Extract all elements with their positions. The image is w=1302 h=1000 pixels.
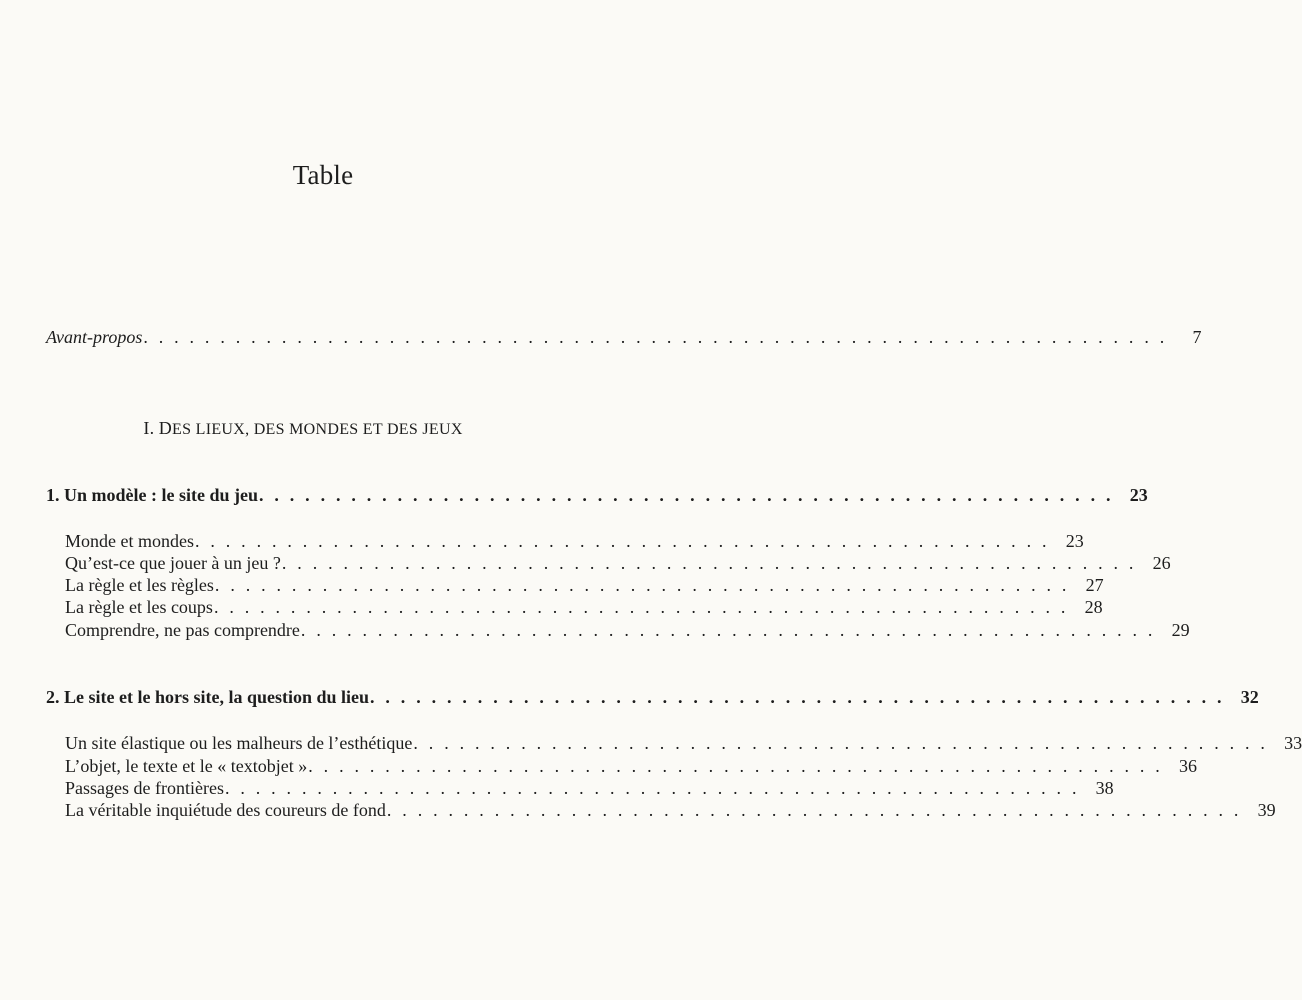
toc-section[interactable] bbox=[65, 777, 1114, 799]
dot-leader: . . . . . . . . . . . . . . . . . . . . . . . . . . . . . . . . . . . . . . . . . . . . . . . . . . . . . . . . bbox=[308, 756, 1163, 776]
dot-leader: . . . . . . . . . . . . . . . . . . . . . . . . . . . . . . . . . . . . . . . . . . . . . . . . . . . . . . . . bbox=[214, 575, 1070, 595]
toc-section-label: Qu’est-ce que jouer à un jeu ? bbox=[65, 553, 281, 573]
toc-section[interactable] bbox=[65, 619, 1190, 641]
toc-section[interactable] bbox=[65, 574, 1104, 596]
toc-section-label: Comprendre, ne pas comprendre bbox=[65, 620, 300, 640]
toc-section-label: La règle et les règles bbox=[65, 575, 214, 595]
dot-leader: . . . . . . . . . . . . . . . . . . . . . . . . . . . . . . . . . . . . . . . . . . . . . . . . . . . . . . . . bbox=[224, 778, 1080, 798]
toc-section-page: 33 bbox=[1284, 733, 1302, 753]
toc-section-page: 27 bbox=[1085, 575, 1104, 595]
toc-entry-page: 7 bbox=[1192, 327, 1202, 347]
dot-leader: . . . . . . . . . . . . . . . . . . . . . . . . . . . . . . . . . . . . . . . . . . . . . . . . . . . . . . . . bbox=[194, 531, 1050, 551]
part-heading bbox=[0, 418, 606, 439]
dot-leader: . . . . . . . . . . . . . . . . . . . . . . . . . . . . . . . . . . . . . . . . . . . . . . . . . . . . . . . . bbox=[413, 733, 1269, 753]
toc-section-page: 23 bbox=[1065, 531, 1084, 551]
part-title-rest: ES LIEUX, DES MONDES ET DES JEUX bbox=[172, 421, 463, 438]
toc-section-page: 39 bbox=[1257, 800, 1276, 820]
toc-chapter-2[interactable] bbox=[46, 686, 1259, 708]
toc-chapter-1[interactable] bbox=[46, 484, 1148, 506]
toc-section-page: 29 bbox=[1171, 620, 1190, 640]
toc-section-label: La véritable inquiétude des coureurs de fond bbox=[65, 800, 386, 820]
toc-section[interactable] bbox=[65, 799, 1276, 821]
toc-section-label: L’objet, le texte et le « textobjet » bbox=[65, 756, 308, 776]
toc-chapter-label: 2. Le site et le hors site, la question du lieu bbox=[46, 687, 369, 707]
dot-leader: . . . . . . . . . . . . . . . . . . . . . . . . . . . . . . . . . . . . . . . . . . . . . . . . . . . . . . . . bbox=[386, 800, 1242, 820]
toc-section[interactable] bbox=[65, 596, 1103, 618]
toc-entry-label: Avant-propos bbox=[46, 327, 143, 347]
toc-section-label: Passages de frontières bbox=[65, 778, 224, 798]
toc-section-label: La règle et les coups bbox=[65, 597, 213, 617]
toc-section-page: 36 bbox=[1178, 756, 1197, 776]
dot-leader: . . . . . . . . . . . . . . . . . . . . . . . . . . . . . . . . . . . . . . . . . . . . . . . . . . . . . . . . bbox=[281, 553, 1137, 573]
page-title: Table bbox=[292, 160, 354, 190]
toc-section-label: Un site élastique ou les malheurs de l’esthétique bbox=[65, 733, 413, 753]
toc-section[interactable] bbox=[65, 552, 1171, 574]
toc-section[interactable] bbox=[65, 530, 1084, 552]
toc-chapter-page: 23 bbox=[1129, 485, 1148, 505]
dot-leader: . . . . . . . . . . . . . . . . . . . . . . . . . . . . . . . . . . . . . . . . . . . . . . . . . . . . . . . . bbox=[370, 687, 1225, 707]
dot-leader: . . . . . . . . . . . . . . . . . . . . . . . . . . . . . . . . . . . . . . . . . . . . . . . . . . . . . . . . bbox=[213, 597, 1069, 617]
toc-chapter-label: 1. Un modèle : le site du jeu bbox=[46, 485, 258, 505]
part-first-cap: D bbox=[158, 418, 173, 438]
toc-section[interactable] bbox=[65, 732, 1302, 754]
toc-chapter-page: 32 bbox=[1240, 687, 1259, 707]
toc-section-page: 26 bbox=[1152, 553, 1171, 573]
dot-leader: . . . . . . . . . . . . . . . . . . . . . . . . . . . . . . . . . . . . . . . . . . . . . . . . . . . . . . . . bbox=[300, 620, 1156, 640]
toc-section-page: 28 bbox=[1084, 597, 1103, 617]
toc-section[interactable] bbox=[65, 755, 1197, 777]
dot-leader: . . . . . . . . . . . . . . . . . . . . . . . . . . . . . . . . . . . . . . . . . . . . . . . . . . . . . . . . . . . . . . . . . . . bbox=[143, 327, 1168, 347]
toc-entry-avant-propos[interactable] bbox=[46, 326, 1202, 348]
toc-section-page: 38 bbox=[1095, 778, 1114, 798]
part-number: I. bbox=[143, 418, 155, 438]
toc-section-label: Monde et mondes bbox=[65, 531, 194, 551]
dot-leader: . . . . . . . . . . . . . . . . . . . . . . . . . . . . . . . . . . . . . . . . . . . . . . . . . . . . . . . . bbox=[258, 485, 1114, 505]
